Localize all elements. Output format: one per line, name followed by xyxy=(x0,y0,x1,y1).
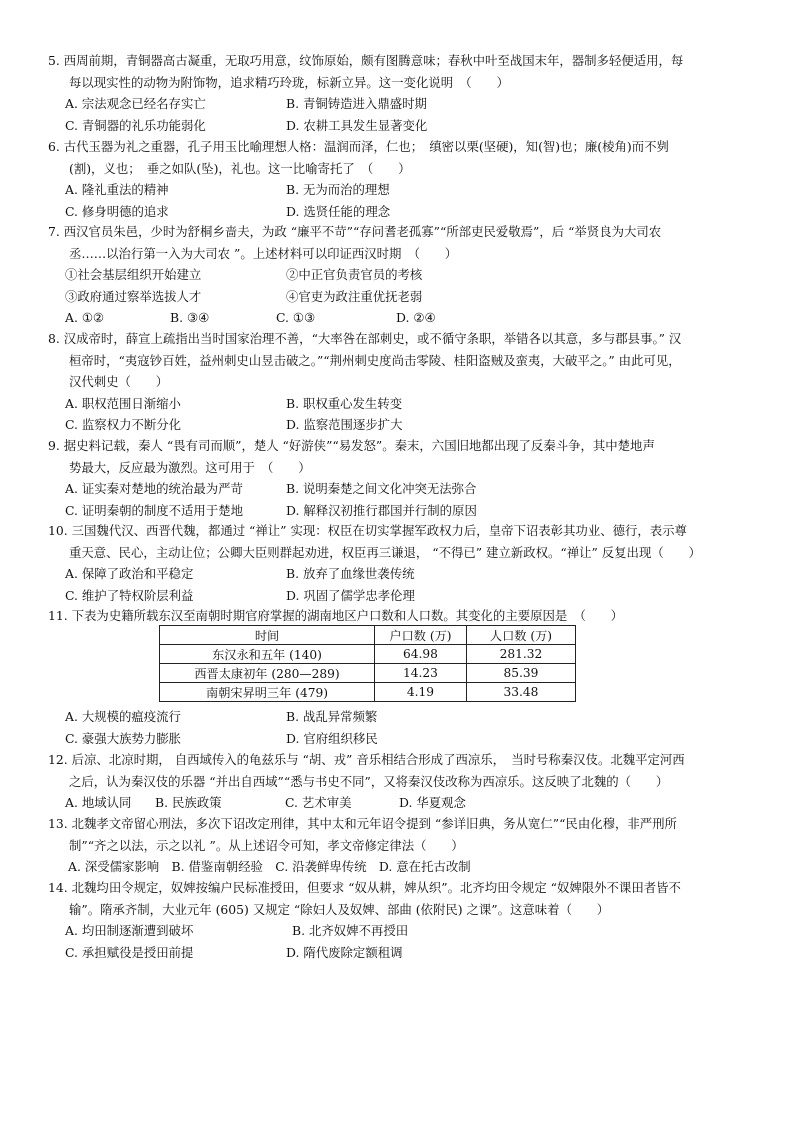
option-c: C. 艺术审美 xyxy=(285,795,352,810)
statement-1: ①社会基层组织开始建立 xyxy=(65,267,202,282)
table-cell: 85.39 xyxy=(467,664,576,683)
table-cell: 南朝宋昇明三年 (479) xyxy=(160,683,375,702)
option-a: A. 地域认同 xyxy=(65,795,132,810)
option-c: C. 监察权力不断分化 xyxy=(65,417,182,432)
option-d: D. ②④ xyxy=(396,310,436,325)
table-row xyxy=(160,645,576,664)
statement-3: ③政府通过察举选拔人才 xyxy=(65,288,202,304)
option-b: B. 职权重心发生转变 xyxy=(286,395,403,411)
population-table xyxy=(159,625,576,702)
option-b: B. 无为而治的理想 xyxy=(286,182,390,197)
table-cell: 64.98 xyxy=(375,645,467,664)
question-stem-line: 每以现实性的动物为附饰物，追求精巧玲珑，标新立异。这一变化说明 （ ） xyxy=(69,74,509,90)
question-stem-line: 8. 汉成帝时，薛宣上疏指出当时国家治理不善，“大率咎在部刺史，或不循守条职，举错各以其意，多与郡县事。” 汉 xyxy=(48,331,682,346)
question-10 xyxy=(48,520,748,606)
question-11-options xyxy=(48,706,748,749)
question-stem-line: 汉代刺史（ ） xyxy=(69,374,169,389)
option-a: A. 宗法观念已经名存实亡 xyxy=(65,96,206,111)
option-d: D. 监察范围逐步扩大 xyxy=(286,417,403,432)
option-b: B. 放弃了血缘世袭传统 xyxy=(286,566,415,581)
question-stem-line: 势最大，反应最为激烈。这可用于 （ ） xyxy=(69,459,311,475)
question-stem-line: 桓帝时，“夷寇钞百姓，益州刺史山昱击破之。”“荆州刺史度尚击零陵、桂阳盗贼及蛮夷，大破平之。” 由此可见， xyxy=(69,352,681,368)
question-14 xyxy=(48,877,748,963)
table-cell: 4.19 xyxy=(375,683,467,702)
option-c: C. 修身明德的追求 xyxy=(65,203,169,219)
option-a: A. 均田制逐渐遭到破坏 xyxy=(65,923,194,938)
table-cell: 33.48 xyxy=(467,683,576,702)
table-cell: 西晋太康初年 (280—289) xyxy=(160,664,375,683)
question-stem-line: (割)，义也； 垂之如队(坠)，礼也。这一比喻寄托了 （ ） xyxy=(69,160,411,176)
question-5 xyxy=(48,50,748,136)
table-row xyxy=(160,664,576,683)
table-header-row xyxy=(160,626,576,645)
question-9 xyxy=(48,435,748,521)
question-stem-line: 丞……以治行第一入为大司农 ”。上述材料可以印证西汉时期 （ ） xyxy=(69,245,458,261)
option-b: B. 青铜铸造进入鼎盛时期 xyxy=(286,96,427,111)
question-12 xyxy=(48,749,748,814)
question-11 xyxy=(48,605,748,627)
question-stem-line: 12. 后凉、北凉时期， 自西域传入的龟兹乐与 “胡、戎” 音乐相结合形成了西凉乐， 当时号称秦汉伎。北魏平定河西 xyxy=(48,752,685,767)
question-stem-line: 14. 北魏均田令规定，奴婢按编户民标准授田，但要求 “奴从耕，婢从织”。北齐均田令规定 “奴婢限外不课田者皆不 xyxy=(48,880,681,895)
option-a: A. 隆礼重法的精神 xyxy=(65,182,169,197)
option-c: C. 青铜器的礼乐功能弱化 xyxy=(65,117,206,133)
question-stem-line: 10. 三国魏代汉、西晋代魏，都通过 “禅让” 实现：权臣在切实掌握军政权力后，皇帝下诏表彰其功业、德行，表示尊 xyxy=(48,523,687,538)
option-d: D. 隋代废除定额租调 xyxy=(286,944,403,960)
option-b: B. 说明秦楚之间文化冲突无法弥合 xyxy=(286,481,477,496)
question-stem-line: 输”。隋承齐制，大业元年 (605) 又规定 “除妇人及奴婢、部曲 (依附民) 之课”。这意味着（ ） xyxy=(69,901,610,917)
table-row xyxy=(160,683,576,702)
question-stem-line: 11. 下表为史籍所载东汉至南朝时期官府掌握的湖南地区户口数和人口数。其变化的主要原因是 （ ） xyxy=(48,608,624,623)
option-d: D. 农耕工具发生显著变化 xyxy=(286,117,428,133)
option-c: C. ①③ xyxy=(276,310,316,325)
option-a: A. 职权范围日渐缩小 xyxy=(65,395,181,411)
question-stem-line: 制”“齐之以法，示之以礼 ”。从上述诏令可知，孝文帝修定律法（ ） xyxy=(69,837,464,853)
option-c: C. 豪强大族势力膨胀 xyxy=(65,730,182,746)
statement-2: ②中正官负责官员的考核 xyxy=(286,267,423,282)
table-header-cell: 户口数 (万) xyxy=(375,626,467,645)
question-stem-line: 之后，认为秦汉伎的乐器 “并出自西域”“悉与书史不同”，又将秦汉伎改称为西凉乐。这反映了北魏的（ ） xyxy=(69,773,669,789)
question-stem-line: 13. 北魏孝文帝留心刑法，多次下诏改定刑律，其中太和元年诏令提到 “参详旧典，务从宽仁”“民由化穆，非严刑所 xyxy=(48,816,677,831)
question-7 xyxy=(48,221,748,329)
option-d: D. 解释汉初推行郡国并行制的原因 xyxy=(286,502,477,518)
option-c: C. 证明秦朝的制度不适用于楚地 xyxy=(65,502,243,518)
option-d: D. 官府组织移民 xyxy=(286,730,378,746)
table-cell: 14.23 xyxy=(375,664,467,683)
options-line: A. 深受儒家影响 B. 借鉴南朝经验 C. 沿袭鲜卑传统 D. 意在托古改制 xyxy=(68,859,471,874)
question-stem-line: 7. 西汉官员朱邑，少时为舒桐乡啬夫，为政 “廉平不苛”“存问耆老孤寡”“所部吏民爱敬焉”，后 “举贤良为大司农 xyxy=(48,224,662,239)
table-cell: 281.32 xyxy=(467,645,576,664)
option-b: B. 战乱异常频繁 xyxy=(286,709,378,724)
option-c: C. 承担赋役是授田前提 xyxy=(65,944,194,960)
question-13 xyxy=(48,813,748,878)
table-header-cell: 人口数 (万) xyxy=(467,626,576,645)
question-stem-line: 6. 古代玉器为礼之重器，孔子用玉比喻理想人格：温润而泽，仁也； 缜密以栗(坚硬)，知(智)也；廉(棱角)而不刿 xyxy=(48,139,669,154)
option-a: A. 保障了政治和平稳定 xyxy=(65,566,194,581)
option-b: B. 民族政策 xyxy=(155,795,222,810)
option-a: A. 证实秦对楚地的统治最为严苛 xyxy=(65,481,243,496)
option-d: D. 华夏观念 xyxy=(399,795,466,810)
question-8 xyxy=(48,328,748,436)
question-6 xyxy=(48,136,748,222)
option-c: C. 维护了特权阶层利益 xyxy=(65,587,194,603)
statement-4: ④官吏为政注重优抚老弱 xyxy=(286,288,423,304)
option-d: D. 选贤任能的理念 xyxy=(286,203,391,219)
option-d: D. 巩固了儒学忠孝伦理 xyxy=(286,587,415,603)
option-b: B. ③④ xyxy=(170,310,210,325)
question-stem-line: 5. 西周前期，青铜器高古凝重，无取巧用意，纹饰原始，颇有图腾意味；春秋中叶至战国末年，器制多轻便适用，每 xyxy=(48,53,684,68)
option-b: B. 北齐奴婢不再授田 xyxy=(292,923,409,938)
option-a: A. 大规模的瘟疫流行 xyxy=(65,709,181,724)
option-a: A. ①② xyxy=(65,310,105,325)
table-cell: 东汉永和五年 (140) xyxy=(160,645,375,664)
table-header-cell: 时间 xyxy=(160,626,375,645)
question-stem-line: 9. 据史料记载，秦人 “畏有司而顺”，楚人 “好游侠”“易发怒”。秦末，六国旧地都出现了反秦斗争，其中楚地声 xyxy=(48,438,655,453)
question-stem-line: 重天意、民心，主动让位；公卿大臣则群起劝进，权臣再三谦退， “不得已” 建立新政权。“禅让” 反复出现（ ） xyxy=(69,544,701,560)
